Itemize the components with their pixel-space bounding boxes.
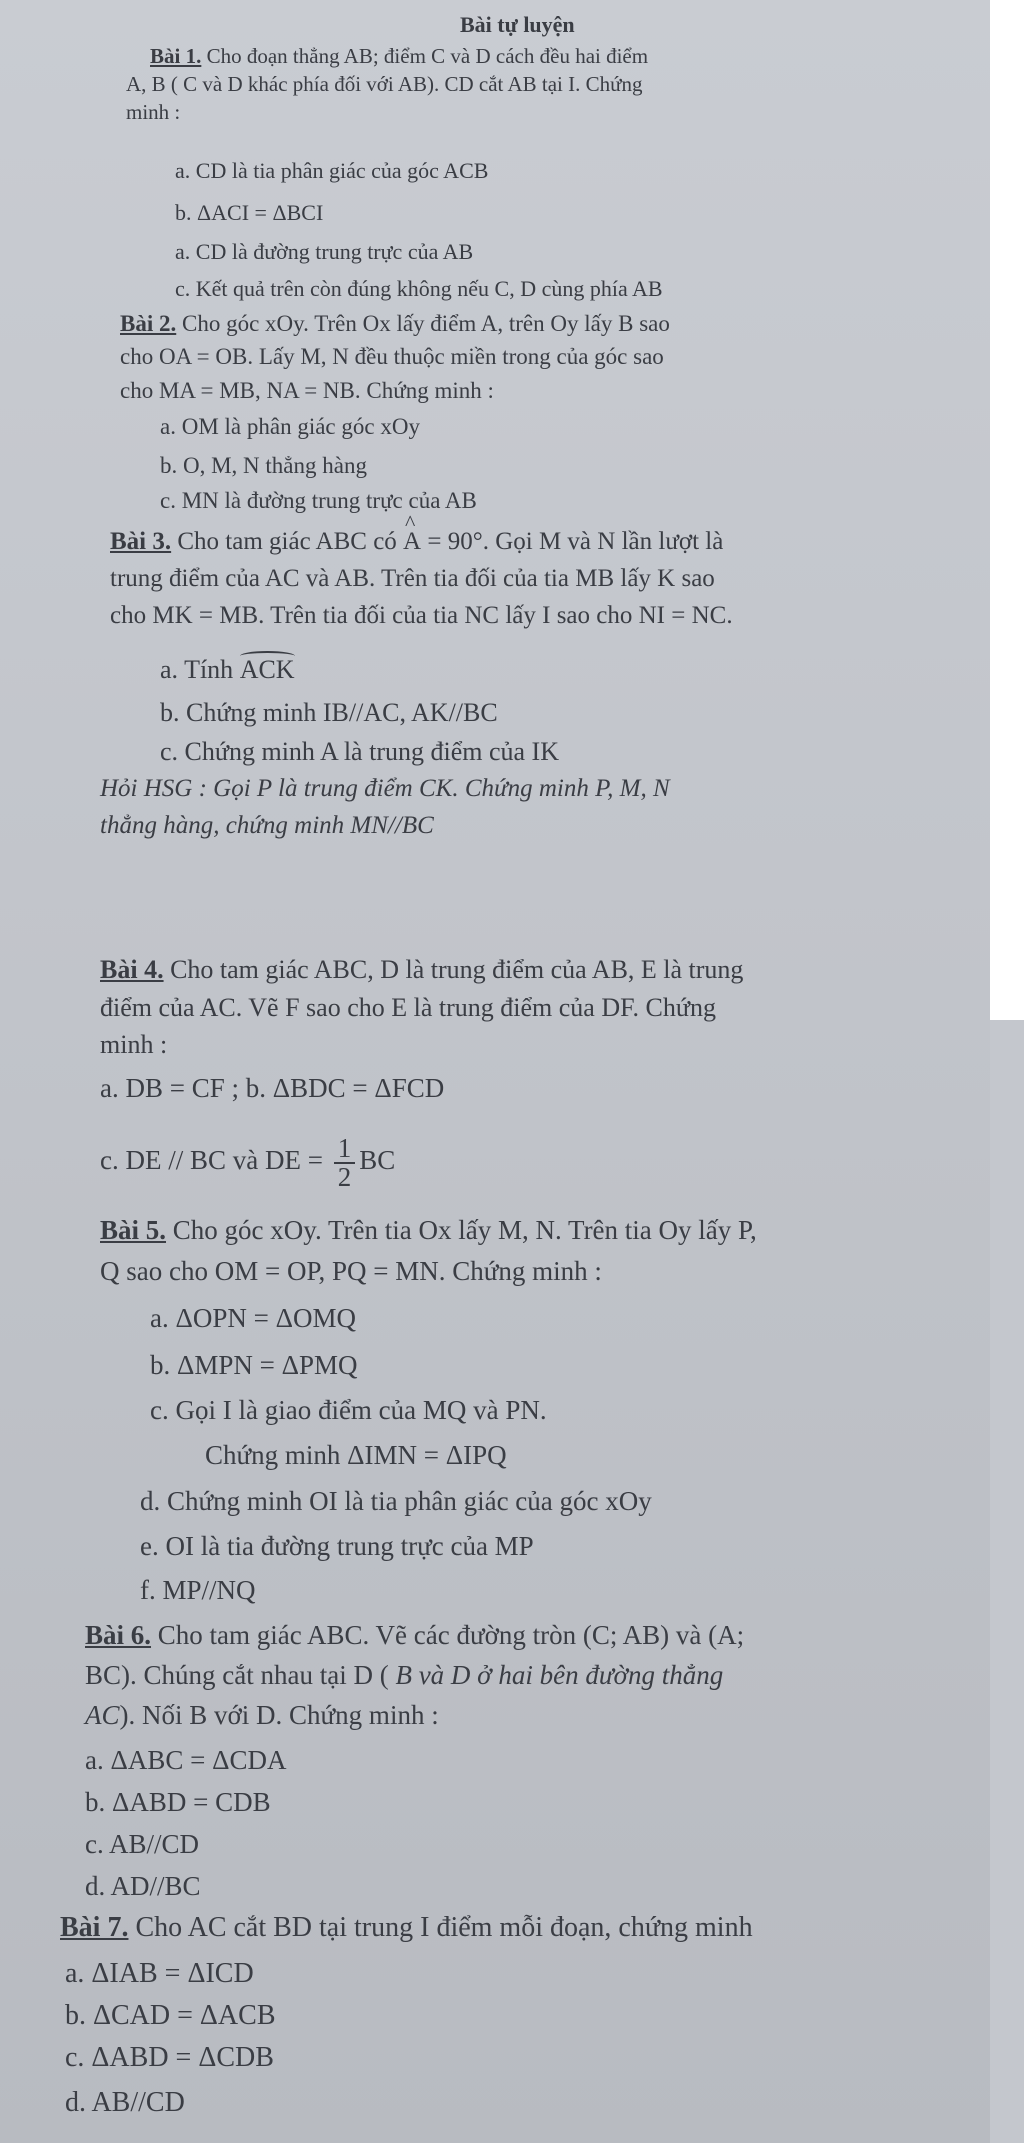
white-margin xyxy=(990,0,1024,1020)
bai3-hsg-2: thẳng hàng, chứng minh MN//BC xyxy=(100,812,434,839)
exercise-text: A, B ( C và D khác phía đối với AB). CD cắt AB tại I. Chứng xyxy=(126,72,643,96)
bai5-text: Q sao cho OM = OP, PQ = MN. Chứng minh : xyxy=(100,1256,602,1286)
exercise-text: cho MA = MB, NA = NB. Chứng minh : xyxy=(120,378,494,403)
exercise-line xyxy=(126,100,180,125)
bai5-text: b. ΔMPN = ΔPMQ xyxy=(150,1350,358,1380)
paper-edge xyxy=(990,1020,1024,2143)
exercise-line xyxy=(120,344,664,370)
bai4-line5: c. DE // BC và DE = $\frac{1}{2}$ BC xyxy=(100,1133,396,1192)
fraction-half: $\frac{1}{2}$ xyxy=(334,1135,356,1191)
exercise-text: cho OA = OB. Lấy M, N đều thuộc miền trong của góc sao xyxy=(120,344,664,369)
bai5-line xyxy=(100,1256,602,1287)
exercise-line xyxy=(160,414,420,440)
bai6-b: b. ΔABD = CDB xyxy=(85,1787,271,1817)
exercise-text: minh : xyxy=(126,100,181,124)
bai6-line2: BC). Chúng cắt nhau tại D ( B và D ở hai bên đường thẳng xyxy=(85,1660,724,1690)
bai6-a: a. ΔABC = ΔCDA xyxy=(85,1745,287,1775)
exercise-line xyxy=(150,44,648,69)
bai7-d: d. AB//CD xyxy=(65,2087,185,2118)
bai3-c: c. Chứng minh A là trung điểm của IK xyxy=(160,737,559,766)
exercise-text: b. O, M, N thẳng hàng xyxy=(160,453,367,478)
bai5-line xyxy=(140,1531,534,1562)
exercise-line xyxy=(160,488,477,514)
bai5-label: Bài 5. xyxy=(100,1215,167,1245)
bai5-line xyxy=(150,1303,356,1334)
exercise-line xyxy=(175,276,663,302)
bai5-text: Chứng minh ΔIMN = ΔIPQ xyxy=(205,1440,507,1470)
exercise-text: Cho góc xOy. Trên Ox lấy điểm A, trên Oy lấy B sao xyxy=(176,311,670,336)
exercise-line xyxy=(120,311,670,337)
exercise-text: c. MN là đường trung trực của AB xyxy=(160,488,477,513)
exercise-text: a. CD là tia phân giác của góc ACB xyxy=(175,158,489,183)
bai5-text: a. ΔOPN = ΔOMQ xyxy=(150,1303,356,1333)
bai5-text: e. OI là tia đường trung trực của MP xyxy=(140,1531,534,1561)
bai3-hsg-1: Hỏi HSG : Gọi P là trung điểm CK. Chứng minh P, M, N xyxy=(100,775,670,802)
bai5-text: d. Chứng minh OI là tia phân giác của góc xOy xyxy=(140,1486,652,1516)
bai5-line xyxy=(140,1486,652,1517)
worksheet-title: Bài tự luyện xyxy=(460,12,575,37)
bai4-line2: điểm của AC. Vẽ F sao cho E là trung điểm của DF. Chứng xyxy=(100,993,716,1022)
bai5-line xyxy=(140,1575,256,1606)
bai3-b: b. Chứng minh IB//AC, AK//BC xyxy=(160,698,498,727)
bai6-line1: Bài 6. Cho tam giác ABC. Vẽ các đường tròn (C; AB) và (A; xyxy=(85,1620,745,1650)
bai5-line xyxy=(205,1440,507,1471)
exercise-line xyxy=(175,158,488,184)
exercise-label: Bài 1. xyxy=(150,44,202,68)
bai4-line1: Bài 4. Cho tam giác ABC, D là trung điểm của AB, E là trung xyxy=(100,955,744,984)
exercise-text: a. OM là phân giác góc xOy xyxy=(160,414,420,439)
bai5-line xyxy=(100,1215,757,1246)
bai7-a: a. ΔIAB = ΔICD xyxy=(65,1958,254,1989)
bai3-a: a. Tính ACK xyxy=(160,655,295,684)
exercise-line xyxy=(175,239,473,265)
exercise-line xyxy=(126,72,643,97)
bai7-line1: Bài 7. Cho AC cắt BD tại trung I điểm mỗi đoạn, chứng minh xyxy=(60,1912,753,1943)
bai6-label: Bài 6. xyxy=(85,1620,152,1650)
bai3-label: Bài 3. xyxy=(110,528,172,555)
exercise-line xyxy=(160,453,367,479)
bai7-b: b. ΔCAD = ΔACB xyxy=(65,2000,276,2031)
bai3-line2: trung điểm của AC và AB. Trên tia đối của tia MB lấy K sao xyxy=(110,565,715,592)
bai4-line3: minh : xyxy=(100,1030,168,1059)
angle-ack: ACK xyxy=(239,655,295,684)
exercise-text: c. Kết quả trên còn đúng không nếu C, D cùng phía AB xyxy=(175,276,663,301)
exercise-text: b. ΔACI = ΔBCI xyxy=(175,200,324,225)
bai6-c: c. AB//CD xyxy=(85,1829,200,1859)
bai5-text: f. MP//NQ xyxy=(140,1575,256,1605)
bai6-line3: AC). Nối B với D. Chứng minh : xyxy=(85,1700,439,1730)
bai5-text: c. Gọi I là giao điểm của MQ và PN. xyxy=(150,1395,547,1425)
exercise-text: a. CD là đường trung trực của AB xyxy=(175,239,474,264)
exercise-line xyxy=(120,378,494,404)
bai4-line4: a. DB = CF ; b. ΔBDC = ΔFCD xyxy=(100,1073,445,1103)
bai5-text: Cho góc xOy. Trên tia Ox lấy M, N. Trên tia Oy lấy P, xyxy=(166,1215,757,1245)
bai6-d: d. AD//BC xyxy=(85,1871,201,1901)
bai5-line xyxy=(150,1395,547,1426)
exercise-text: Cho đoạn thẳng AB; điểm C và D cách đều hai điểm xyxy=(201,44,649,68)
exercise-label: Bài 2. xyxy=(120,311,177,336)
bai7-label: Bài 7. xyxy=(60,1912,129,1943)
bai3-line1: Bài 3. Cho tam giác ABC có ^ A = 90°. Gọi M và N lần lượt là xyxy=(110,528,723,556)
exercise-line xyxy=(175,200,323,226)
bai3-line3: cho MK = MB. Trên tia đối của tia NC lấy I sao cho NI = NC. xyxy=(110,602,733,629)
bai5-line xyxy=(150,1350,358,1381)
bai4-label: Bài 4. xyxy=(100,955,164,984)
bai7-c: c. ΔABD = ΔCDB xyxy=(65,2042,274,2073)
angle-a: ^ A xyxy=(403,528,421,556)
